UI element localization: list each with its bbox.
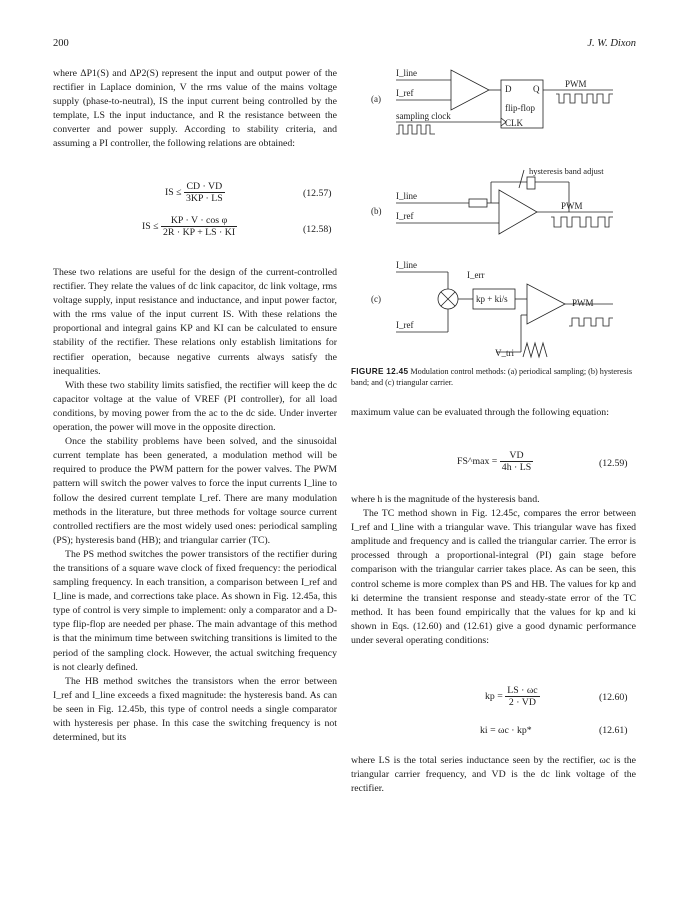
- paragraph: With these two stability limits satisfied, the rectifier will keep the dc capacitor voltage at the value of VREF (PI controller), for all load conditions, by moving power from the ac to the dc side. Under inverter operation, the power will move in the opposite direction.: [53, 379, 337, 434]
- equation-number: (12.61): [599, 725, 628, 736]
- paragraph: where LS is the total series inductance seen by the rectifier, ωc is the triangular carrier frequency, and VD is the dc link voltage of the rectifier.: [351, 755, 636, 795]
- fig-c-iref: I_ref: [396, 320, 414, 330]
- fig-a-tag: (a): [371, 94, 381, 104]
- eq-numerator: LS · ωc: [507, 685, 538, 696]
- fig-a-iline: I_line: [396, 68, 417, 78]
- figure-12-45: [351, 62, 641, 362]
- equation-number: (12.59): [599, 458, 628, 469]
- figure-caption: [351, 366, 636, 388]
- caption-text: Modulation control methods: (a) periodical sampling; (b) hysteresis band; and (c) triangular carrier.: [351, 367, 633, 387]
- fig-a-d: D: [505, 84, 512, 94]
- fig-a-q: Q: [533, 84, 540, 94]
- equation-12-60: [485, 685, 540, 708]
- fig-b-tag: (b): [371, 206, 382, 216]
- left-body: [53, 266, 337, 745]
- paragraph: These two relations are useful for the design of the current-controlled rectifier. They relate the values of dc link capacitor, dc link voltage, rms voltage supply, input resistance and inductance, and input power factor, with the rms value of the input current IS. With these relations the proportional and integral gains KP and KI can be calculated to ensure stability of the rectifier. These relations only establish limitations for rectifier operation, because negative currents always satisfy the inequalities.: [53, 267, 337, 377]
- fig-b-pwm: PWM: [561, 201, 583, 211]
- eq-numerator: CD · VD: [184, 181, 225, 193]
- eq-numerator: KP · V · cos φ: [161, 215, 237, 227]
- paragraph: The TC method shown in Fig. 12.45c, compares the error between I_ref and I_line with a triangular wave. This triangular wave has fixed amplitude and frequency and is called the triangular carrier. The error is processed through a proportional-integral (PI) gain stage before comparison with the triangular carrier takes place. As can be seen, this control scheme is more complex than PS and HB. The values for kp and ki determine the transient response and steady-state error of the TC method. It has been found empirically that the values for kp and ki shown in Eqs. (12.60) and (12.61) give a good dynamic performance under several operating conditions:: [351, 508, 636, 646]
- fig-a-sampling: sampling clock: [396, 111, 451, 121]
- fig-c-vtri: V_tri: [495, 348, 514, 358]
- fig-b-iref: I_ref: [396, 211, 414, 221]
- fig-b-iline: I_line: [396, 191, 417, 201]
- fig-c-tag: (c): [371, 294, 381, 304]
- running-author: J. W. Dixon: [587, 38, 636, 49]
- fig-b-hyst: hysteresis band adjust: [529, 166, 604, 176]
- eq-lhs: IS ≤: [165, 186, 182, 198]
- paragraph: The HB method switches the transistors when the error between I_ref and I_line exceeds a fixed magnitude: the hysteresis band. As can be seen in Fig. 12.45b, this type of control needs a single comparator with hysteresis per phase. In this case the switching frequency is not determined, but its: [53, 675, 337, 744]
- page-number: 200: [53, 38, 69, 49]
- equation-12-59: [457, 450, 533, 473]
- right-body: [351, 493, 636, 648]
- paragraph: Once the stability problems have been solved, and the sinusoidal current template has been generated, a modulation method will be required to produce the PWM pattern for the power valves. The PWM pattern will switch the power valves to force the input currents I_line to follow the desired current template I_ref. There are many modulation methods in the literature, but three methods for voltage source current controlled rectifiers are the most widely used ones: periodical sampling (PS); hysteresis band (HB); and triangular carrier (TC).: [53, 436, 337, 546]
- fig-c-pwm: PWM: [572, 298, 594, 308]
- right-para-last: [351, 754, 636, 796]
- fig-c-ierr: I_err: [467, 270, 485, 280]
- fig-c-iline: I_line: [396, 260, 417, 270]
- equation-number: (12.60): [599, 692, 628, 703]
- equation-12-58: [142, 215, 237, 238]
- eq-denominator: 4h · LS: [501, 462, 532, 473]
- eq-denominator: 3KP · LS: [186, 193, 223, 204]
- eq-numerator: VD: [500, 450, 533, 462]
- fig-a-pwm: PWM: [565, 79, 587, 89]
- eq-denominator: 2R · KP + LS · KI: [163, 227, 236, 238]
- equation-number: (12.58): [303, 224, 332, 235]
- paragraph: where h is the magnitude of the hysteresis band.: [351, 494, 540, 505]
- fig-a-clk: CLK: [505, 118, 523, 128]
- equation-number: (12.57): [303, 188, 332, 199]
- eq-lhs: FS^max =: [457, 455, 498, 467]
- right-para-1: [351, 406, 636, 420]
- paragraph: where ΔP1(S) and ΔP2(S) represent the input and output power of the rectifier in Laplace dominion, V the rms value of the mains voltage supply (phase-to-neutral), IS the input current being controlled by the template, LS the input inductance, and R the resistance between the converter and power supply. According to stability criteria, and assuming a PI controller, the following relations are obtained:: [53, 68, 337, 150]
- fig-a-iref: I_ref: [396, 88, 414, 98]
- paragraph: The PS method switches the power transistors of the rectifier during the transitions of a square wave clock of fixed frequency: the periodical sampling frequency. In each transition, a comparison between I_ref and I_line is made, and corrections take place. As shown in Fig. 12.45a, this type of control is very simple to implement: only a comparator and a D-type flip-flop are needed per phase. The main advantage of this method is that the minimum time between switching transitions is limited to the period of the sampling clock. However, the actual switching frequency is not clearly defined.: [53, 548, 337, 673]
- equation-12-61: ki = ωc · kp*: [480, 725, 532, 736]
- paragraph: maximum value can be evaluated through the following equation:: [351, 407, 609, 418]
- eq-lhs: IS ≤: [142, 220, 159, 232]
- left-para-1: [53, 67, 337, 152]
- eq-lhs: kp =: [485, 690, 503, 702]
- caption-label: FIGURE 12.45: [351, 367, 409, 376]
- fig-c-pi: kp + ki/s: [476, 294, 508, 304]
- fig-a-ff: flip-flop: [505, 103, 535, 113]
- equation-12-57: [165, 181, 225, 204]
- eq-denominator: 2 · VD: [508, 697, 536, 708]
